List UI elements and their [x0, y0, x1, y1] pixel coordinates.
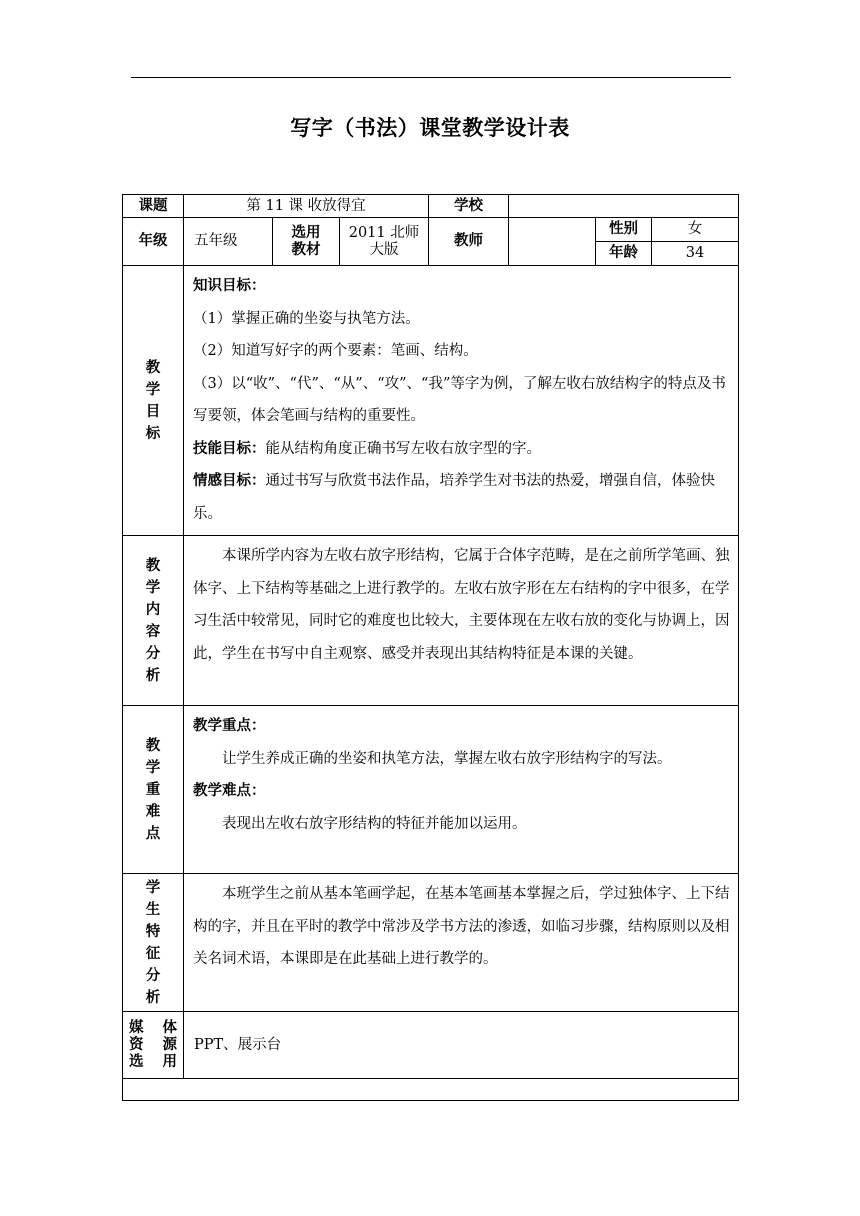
- textbook-label-line-2: 教材: [291, 241, 321, 258]
- content-analysis-text: 本课所学内容为左收右放字形结构，它属于合体字范畴，是在之前所学笔画、独体字、上下结构等基础之上进行教学的。左收右放字形在左右结构的字中很多，在学习生活中较常见，同时它的难度也比较大，主要体现在左收右放的变化与协调上，因此，学生在书写中自主观察、感受并表现出其结构特征是本课的关键。: [193, 548, 730, 662]
- age-value: 34: [652, 242, 739, 266]
- media-value: PPT、展示台: [184, 1012, 739, 1079]
- media-label: 媒 体 资 源 选 用: [123, 1012, 184, 1079]
- students-text-cell: [184, 874, 739, 1012]
- knowledge-item-3: （3）以“收”、“代”、“从”、“攻”、“我”等字为例，了解左收右放结构字的特点及书写要领，体会笔画与结构的重要性。: [193, 375, 726, 424]
- textbook-label-line-1: 选用: [291, 224, 321, 241]
- students-label: 学 生 特 征 分 析: [123, 874, 184, 1012]
- difficulty-text: 表现出左收右放字形结构的特征并能加以运用。: [222, 815, 527, 832]
- skill-objective: [193, 433, 730, 466]
- topic-row: [123, 195, 739, 218]
- content-analysis-label: 教 学 内 容 分 析: [123, 536, 184, 706]
- grade-row: [123, 218, 739, 242]
- focus-heading: 教学重点：: [193, 718, 266, 734]
- knowledge-item-2: （2）知道写好字的两个要素：笔画、结构。: [193, 343, 478, 359]
- students-text: 本班学生之前从基本笔画学起，在基本笔画基本掌握之后，学过独体字、上下结构的字，并且在平时的教学中常涉及学书方法的渗透，如临习步骤，结构原则以及相关名词术语，本课即是在此基础上进行教学的。: [193, 886, 730, 967]
- emotion-text: 通过书写与欣赏书法作品，培养学生对书法的热爱，增强自信，体验快乐。: [193, 473, 715, 522]
- key-points-content: [184, 706, 739, 874]
- content-analysis-text-cell: [184, 536, 739, 706]
- age-label: 年龄: [596, 242, 652, 266]
- school-label: 学校: [429, 195, 509, 218]
- topic-value: 第 11 课 收放得宜: [184, 195, 429, 218]
- knowledge-heading: 知识目标：: [193, 278, 266, 294]
- gender-label: 性别: [596, 218, 652, 242]
- topic-label: 课题: [123, 195, 184, 218]
- skill-text: 能从结构角度正确书写左收右放字型的字。: [265, 440, 541, 457]
- lesson-design-table: [122, 194, 739, 1101]
- header-rule: [131, 77, 731, 78]
- textbook-label: [273, 218, 340, 266]
- objectives-content: [184, 266, 739, 536]
- content-analysis-section: [123, 536, 739, 706]
- gender-value: 女: [652, 218, 739, 242]
- page-title: 写字（书法）课堂教学设计表: [290, 116, 570, 140]
- textbook-value-line-2: 大版: [369, 241, 399, 258]
- grade-value: 五年级: [184, 218, 273, 266]
- knowledge-item-1: （1）掌握正确的坐姿与执笔方法。: [193, 310, 420, 327]
- emotion-objective: [193, 465, 730, 530]
- empty-row: [123, 1079, 739, 1101]
- teacher-label: 教师: [429, 218, 509, 266]
- difficulty-heading: 教学难点：: [193, 783, 266, 799]
- skill-heading: 技能目标：: [193, 440, 266, 457]
- empty-cell: [123, 1079, 739, 1101]
- key-points-section: [123, 706, 739, 874]
- objectives-section: [123, 266, 739, 536]
- objectives-label: 教 学 目 标: [123, 266, 184, 536]
- focus-text: 让学生养成正确的坐姿和执笔方法，掌握左收右放字形结构字的写法。: [222, 750, 672, 767]
- grade-label: 年级: [123, 218, 184, 266]
- school-value: [509, 195, 739, 218]
- teacher-value: [509, 218, 596, 266]
- media-section: [123, 1012, 739, 1079]
- emotion-heading: 情感目标：: [193, 473, 266, 489]
- students-section: [123, 874, 739, 1012]
- key-points-label: 教 学 重 难 点: [123, 706, 184, 874]
- textbook-value: [340, 218, 429, 266]
- textbook-value-line-1: 2011 北师: [348, 224, 420, 241]
